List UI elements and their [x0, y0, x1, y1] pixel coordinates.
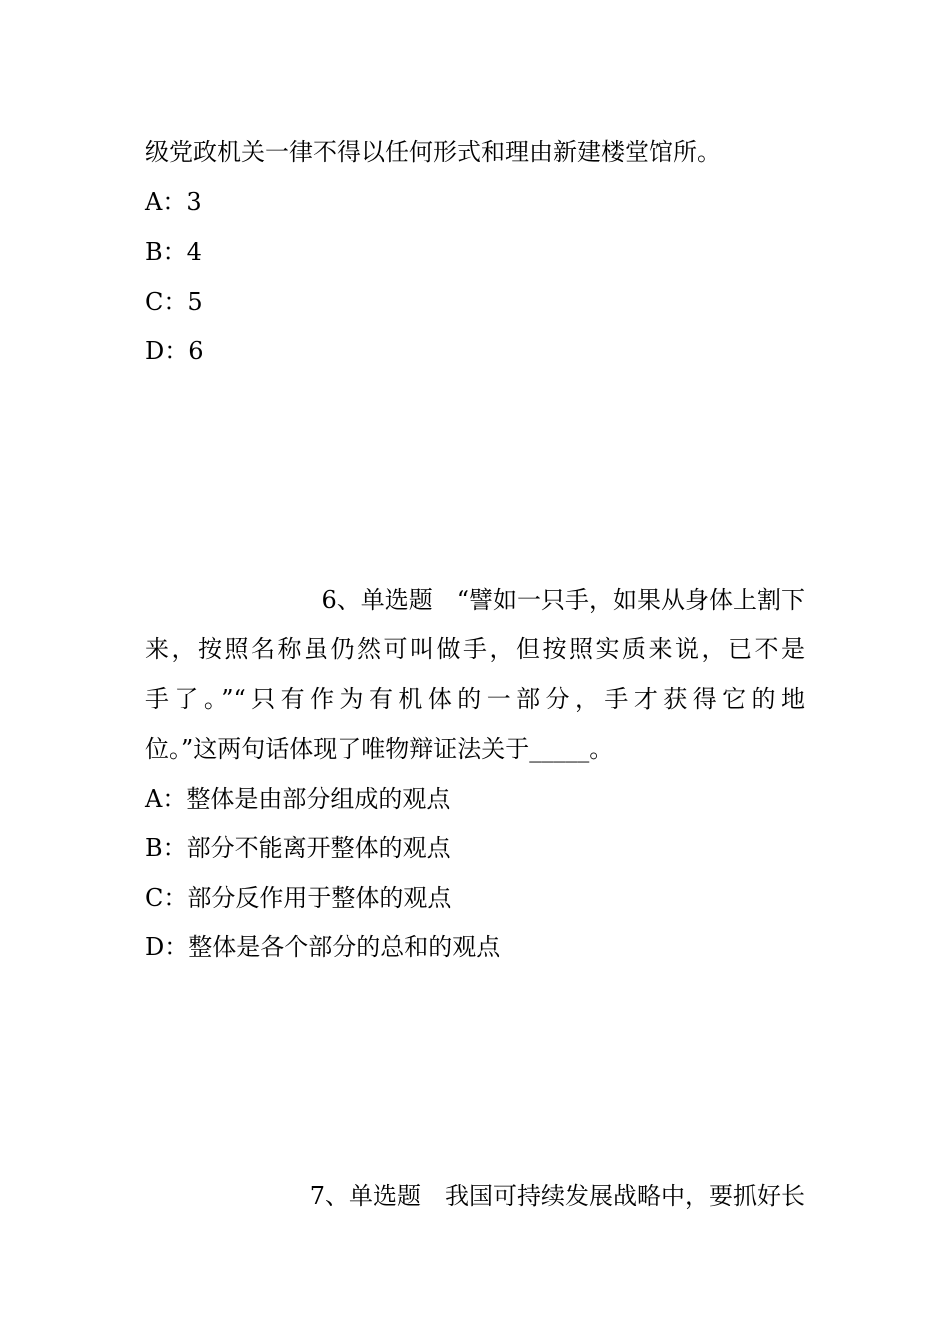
q5-option-c: C：5: [145, 288, 203, 316]
q6-stem-line-2: 来，按照名称虽仍然可叫做手，但按照实质来说，已不是: [145, 635, 805, 663]
q6-number: 6、: [321, 586, 361, 614]
q5-stem-tail: 级党政机关一律不得以任何形式和理由新建楼堂馆所。: [145, 138, 721, 166]
q6-option-b: B：部分不能离开整体的观点: [145, 834, 451, 862]
q5-option-a: A：3: [145, 188, 202, 216]
q6-option-d: D：整体是各个部分的总和的观点: [145, 933, 501, 961]
q5-option-b: B：4: [145, 238, 202, 266]
q6-stem-line-4: 位。”这两句话体现了唯物辩证法关于_____。: [145, 735, 614, 763]
q6-header-line: [145, 584, 805, 616]
q7-number: 7、: [309, 1182, 349, 1210]
q6-option-a: A：整体是由部分组成的观点: [145, 785, 451, 813]
q7-type: 单选题: [349, 1182, 421, 1210]
q6-type: 单选题: [360, 586, 433, 614]
q6-option-c: C：部分反作用于整体的观点: [145, 884, 452, 912]
q6-stem-line-3: 手了。”“只有作为有机体的一部分，手才获得它的地: [145, 685, 805, 713]
q6-stem-line-1: “譬如一只手，如果从身体上割下: [456, 586, 805, 614]
q7-header-line: [145, 1180, 805, 1212]
q7-stem-line-1: 我国可持续发展战略中，要抓好长: [445, 1182, 805, 1210]
q5-option-d: D：6: [145, 337, 204, 365]
